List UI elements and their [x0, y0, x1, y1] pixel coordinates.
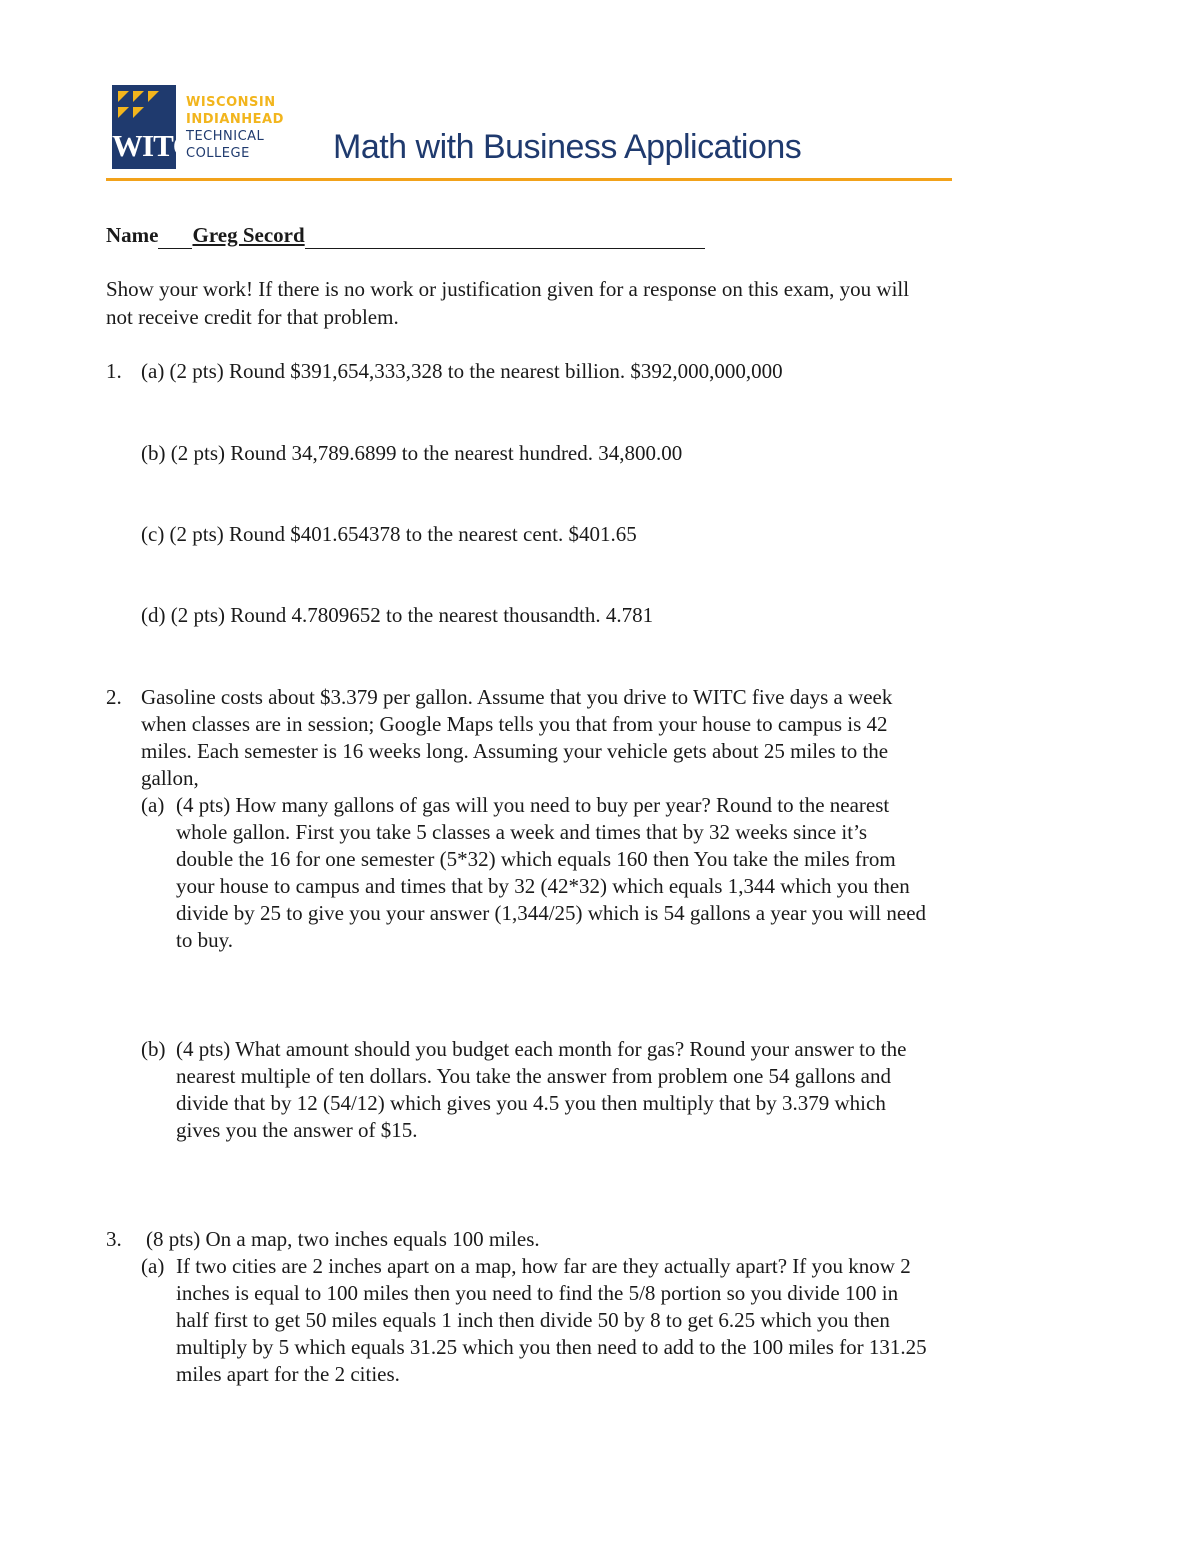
logo-triangle [133, 91, 144, 102]
name-underline [305, 226, 705, 249]
name-line [106, 222, 705, 249]
header-divider [106, 178, 952, 181]
question-number: 2. [106, 685, 122, 709]
question-number: 3. [106, 1227, 122, 1251]
q2a-line: double the 16 for one semester (5*32) which equals 160 then You take the miles from [176, 847, 896, 871]
q3a-line: inches is equal to 100 miles then you need to find the 5/8 portion so you divide 100 in [176, 1281, 899, 1305]
student-name: Greg Secord [192, 223, 305, 247]
logo-triangle [148, 91, 159, 102]
q2-stem-line: gallon, [141, 766, 199, 790]
q1-part-c: (c) (2 pts) Round $401.654378 to the nearest cent. $401.65 [141, 522, 637, 546]
instructions-line: Show your work! If there is no work or justification given for a response on this exam, you will [106, 277, 910, 301]
college-line: TECHNICAL [186, 129, 265, 144]
q1-part-d: (d) (2 pts) Round 4.7809652 to the nearest thousandth. 4.781 [141, 603, 654, 627]
q2a-line: whole gallon. First you take 5 classes a week and times that by 32 weeks since it’s [176, 820, 868, 844]
logo-triangle [118, 91, 129, 102]
q2a-line: to buy. [176, 928, 233, 952]
q2a-line: your house to campus and times that by 32 (42*32) which equals 1,344 which you then [176, 874, 910, 898]
name-label: Name [106, 223, 159, 247]
q2-stem-line: miles. Each semester is 16 weeks long. Assuming your vehicle gets about 25 miles to the [141, 739, 889, 763]
q2b-line: (4 pts) What amount should you budget each month for gas? Round your answer to the [176, 1037, 907, 1061]
q2a-line: (4 pts) How many gallons of gas will you need to buy per year? Round to the nearest [176, 793, 890, 817]
part-label: (b) [141, 1037, 166, 1061]
q2b-line: nearest multiple of ten dollars. You take the answer from problem one 54 gallons and [176, 1064, 892, 1088]
q2a-line: divide by 25 to give you your answer (1,344/25) which is 54 gallons a year you will need [176, 901, 927, 925]
college-line: WISCONSIN [186, 95, 276, 110]
logo-letters: WITC [112, 128, 195, 163]
q3-stem: (8 pts) On a map, two inches equals 100 miles. [146, 1227, 540, 1251]
q3a-line: If two cities are 2 inches apart on a map, how far are they actually apart? If you know 2 [176, 1254, 911, 1278]
instructions-line: not receive credit for that problem. [106, 305, 399, 329]
document-title: Math with Business Applications [333, 128, 802, 166]
part-label: (a) [141, 793, 165, 817]
logo-triangle [133, 107, 144, 118]
q3a-line: half first to get 50 miles equals 1 inch then divide 50 by 8 to get 6.25 which you then [176, 1308, 890, 1332]
college-line: COLLEGE [186, 146, 250, 161]
college-line: INDIANHEAD [186, 112, 284, 127]
part-label: (a) [141, 1254, 165, 1278]
college-name [186, 94, 284, 162]
question-number: 1. [106, 359, 122, 383]
q1-part-a: (a) (2 pts) Round $391,654,333,328 to the nearest billion. $392,000,000,000 [141, 359, 783, 383]
q2-stem-line: Gasoline costs about $3.379 per gallon. Assume that you drive to WITC five days a week [141, 685, 893, 709]
q3a-line: multiply by 5 which equals 31.25 which you then need to add to the 100 miles for 131.25 [176, 1335, 927, 1359]
q2b-line: gives you the answer of $15. [176, 1118, 418, 1142]
q2b-line: divide that by 12 (54/12) which gives you 4.5 you then multiply that by 3.379 which [176, 1091, 886, 1115]
q2-stem-line: when classes are in session; Google Maps tells you that from your house to campus is 42 [141, 712, 888, 736]
q1-part-b: (b) (2 pts) Round 34,789.6899 to the nearest hundred. 34,800.00 [141, 441, 683, 465]
witc-logo [112, 85, 195, 169]
name-underline [158, 226, 192, 249]
logo-triangle [118, 107, 129, 118]
q3a-line: miles apart for the 2 cities. [176, 1362, 400, 1386]
